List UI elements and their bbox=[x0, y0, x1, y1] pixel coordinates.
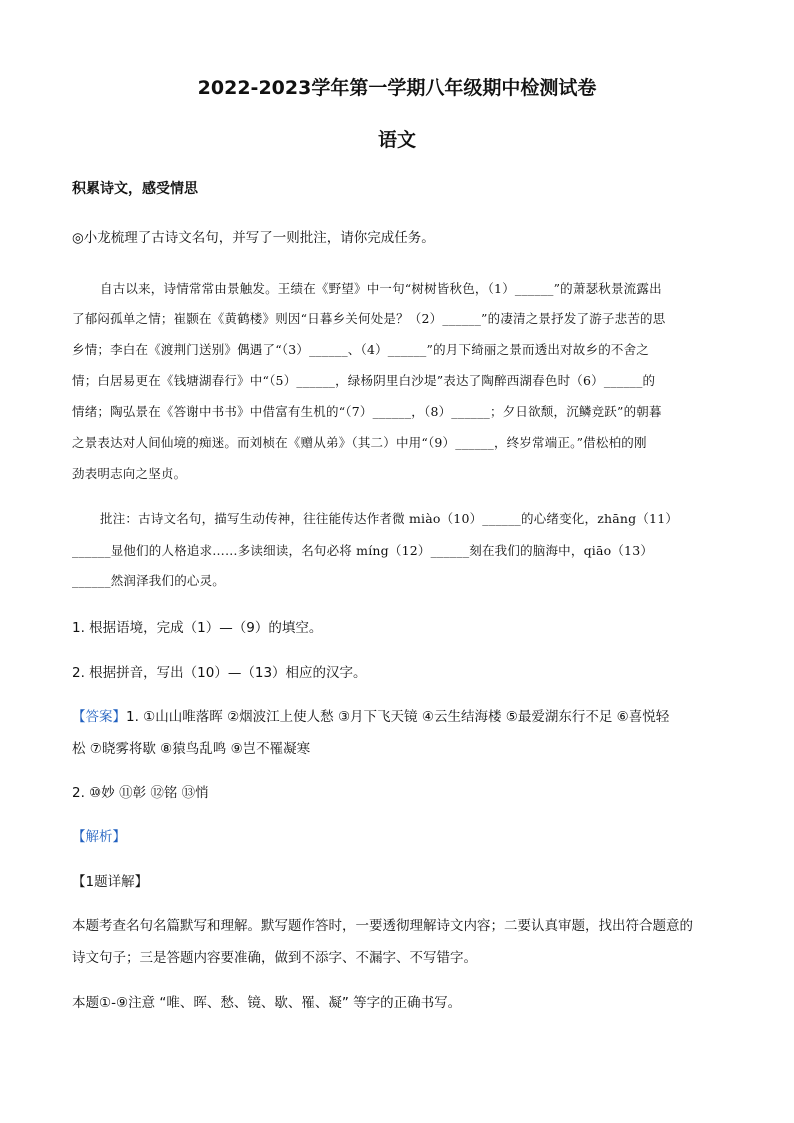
answer-line-3: 2. ⑩妙 ⑪彰 ⑫铭 ⑬悄 bbox=[72, 785, 209, 801]
question-1: 1. 根据语境，完成（1）—（9）的填空。 bbox=[72, 620, 323, 636]
detail-tag: 【1题详解】 bbox=[72, 874, 149, 890]
passage-line: 劲表明志向之坚贞。 bbox=[72, 466, 187, 481]
note-line: ______然润泽我们的心灵。 bbox=[72, 573, 226, 588]
passage-line: 情；白居易更在《钱塘湖春行》中“（5）______，绿杨阴里白沙堤”表达了陶醉西湖春色时（6）______的 bbox=[72, 373, 656, 388]
analysis-tag: 【解析】 bbox=[72, 829, 126, 845]
page-title: 2022-2023学年第一学期八年级期中检测试卷 bbox=[197, 77, 597, 99]
section-heading: 积累诗文，感受情思 bbox=[72, 181, 198, 197]
answer-line-2: 松 ⑦晓雾将歇 ⑧猿鸟乱鸣 ⑨岂不罹凝寒 bbox=[72, 741, 311, 757]
note-line: 批注：古诗文名句，描写生动传神，往往能传达作者微 miào（10）______的心绪变化，zhāng（11） bbox=[100, 511, 679, 526]
passage-line: 了郁闷孤单之情；崔颢在《黄鹤楼》则因“日暮乡关何处是？（2）______”的凄清之景抒发了游子悲苦的思 bbox=[72, 311, 666, 326]
page-subtitle: 语文 bbox=[377, 129, 416, 151]
passage-line: 乡情；李白在《渡荆门送别》偶遇了“（3）______、（4）______”的月下绮丽之景而透出对故乡的不舍之 bbox=[72, 342, 649, 357]
answer-tag: 【答案】 bbox=[72, 709, 126, 725]
explanation-line: 本题考查名句名篇默写和理解。默写题作答时，一要透彻理解诗文内容；二要认真审题，找出符合题意的 bbox=[72, 918, 693, 934]
passage-line: 情绪；陶弘景在《答谢中书书》中借富有生机的“（7）______，（8）______；夕日欲颓，沉鳞竞跃”的朝暮 bbox=[72, 404, 662, 419]
passage-line: 之景表达对人间仙境的痴迷。而刘桢在《赠从弟》（其二）中用“（9）______，终岁常端正。”借松柏的刚 bbox=[72, 435, 647, 450]
answer-line-1 bbox=[72, 705, 669, 725]
explanation-line: 诗文句子；三是答题内容要准确，做到不添字、不漏字、不写错字。 bbox=[72, 950, 477, 966]
note-line: ______显他们的人格追求……多读细读，名句必将 míng（12）______刻在我们的脑海中，qiāo（13） bbox=[72, 543, 654, 558]
answer-text: 1. ①山山唯落晖 ②烟波江上使人愁 ③月下飞天镜 ④云生结海楼 ⑤最爱湖东行不足 ⑥喜悦轻 bbox=[126, 709, 670, 725]
question-2: 2. 根据拼音，写出（10）—（13）相应的汉字。 bbox=[72, 665, 367, 681]
explanation-line: 本题①-⑨注意 “唯、晖、愁、镜、歇、罹、凝” 等字的正确书写。 bbox=[72, 995, 462, 1011]
intro-text: ◎小龙梳理了古诗文名句，并写了一则批注，请你完成任务。 bbox=[72, 230, 435, 246]
passage-line: 自古以来，诗情常常由景触发。王绩在《野望》中一句“树树皆秋色，（1）______”的萧瑟秋景流露出 bbox=[100, 281, 662, 296]
